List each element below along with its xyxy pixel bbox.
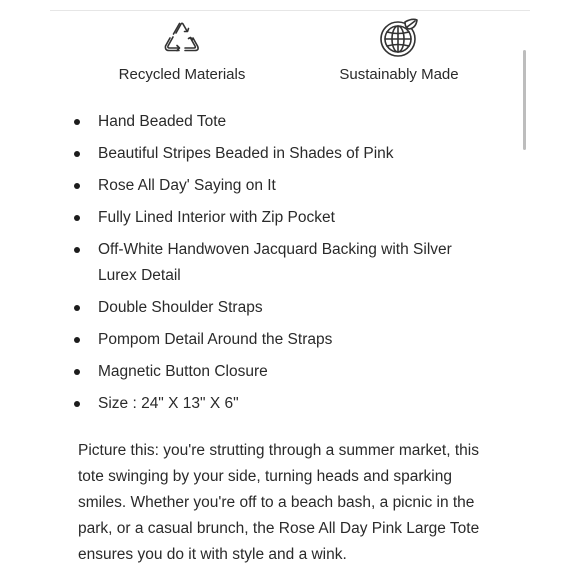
- list-item: [0, 141, 478, 167]
- list-item-text: Off-White Handwoven Jacquard Backing with Silver Lurex Detail: [98, 241, 452, 284]
- bullet-dot: [74, 119, 80, 125]
- bullet-dot: [74, 369, 80, 375]
- list-item-text: Magnetic Button Closure: [98, 363, 268, 380]
- list-item: [0, 391, 478, 417]
- feature-recycled-materials: [82, 16, 282, 84]
- globe-leaf-icon: [377, 16, 421, 60]
- list-item-text: Pompom Detail Around the Straps: [98, 331, 333, 348]
- list-item-text: Beautiful Stripes Beaded in Shades of Pink: [98, 145, 394, 162]
- bullet-dot: [74, 215, 80, 221]
- list-item-text: Hand Beaded Tote: [98, 113, 227, 130]
- bullet-dot: [74, 305, 80, 311]
- recycled-materials-label: Recycled Materials: [118, 66, 246, 83]
- feature-list: [0, 109, 520, 423]
- list-item-text: Rose All Day' Saying on It: [98, 177, 276, 194]
- list-item: [0, 295, 478, 321]
- bullet-dot: [74, 401, 80, 407]
- list-item-text: Double Shoulder Straps: [98, 299, 263, 316]
- recycle-icon: [160, 16, 204, 60]
- bullet-dot: [74, 337, 80, 343]
- top-divider: [50, 10, 530, 11]
- bullet-dot: [74, 247, 80, 253]
- list-item: [0, 109, 478, 135]
- list-item-text: Size : 24" X 13" X 6": [98, 395, 239, 412]
- list-item-text: Fully Lined Interior with Zip Pocket: [98, 209, 335, 226]
- list-item: [0, 237, 478, 289]
- list-item: [0, 359, 478, 385]
- bullet-dot: [74, 151, 80, 157]
- feature-sustainably-made: [299, 16, 499, 84]
- bullet-dot: [74, 183, 80, 189]
- sustainably-made-label: Sustainably Made: [339, 66, 459, 83]
- list-item: [0, 327, 478, 353]
- list-item: [0, 173, 478, 199]
- product-description: Picture this: you're strutting through a summer market, this tote swinging by your side, turning heads and sparking smiles. Whether you're off to a beach bash, a picnic in the park, or a casual brunch, the Rose All Day Pink Large Tote ensures you do it with style and a wink.: [78, 442, 480, 563]
- list-item: [0, 205, 478, 231]
- scrollbar-thumb[interactable]: [523, 50, 526, 150]
